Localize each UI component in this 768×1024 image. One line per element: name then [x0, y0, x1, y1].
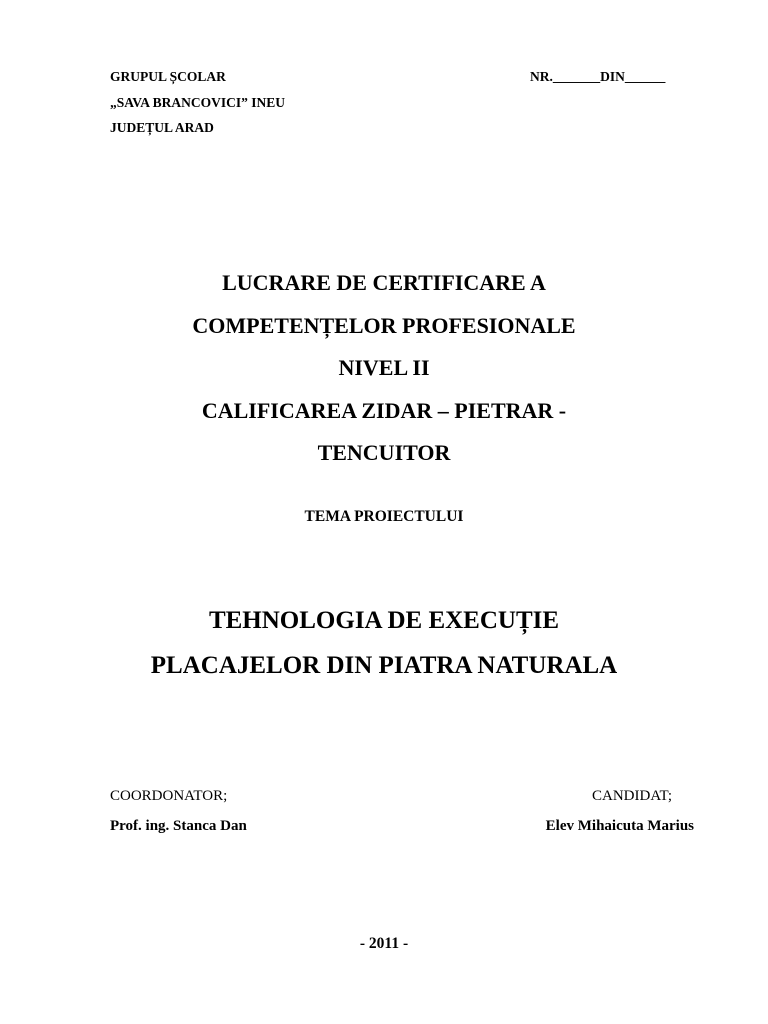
- coordinator-name: Prof. ing. Stanca Dan: [110, 818, 247, 834]
- footer-year: - 2011 -: [359, 935, 409, 952]
- title-line5: TENCUITOR: [317, 440, 451, 465]
- title-line2: COMPETENȚELOR PROFESIONALE: [192, 313, 576, 338]
- candidate-label: CANDIDAT;: [591, 788, 672, 804]
- school-name-line2: „SAVA BRANCOVICI” INEU: [110, 95, 286, 110]
- school-name-line1: GRUPUL ȘCOLAR: [110, 69, 226, 84]
- project-label: TEMA PROIECTULUI: [304, 508, 464, 525]
- registration-number: NR._______DIN______: [530, 69, 666, 84]
- title-line3: NIVEL II: [338, 355, 430, 380]
- title-line4: CALIFICAREA ZIDAR – PIETRAR -: [201, 398, 567, 423]
- project-topic-line2: PLACAJELOR DIN PIATRA NATURALA: [150, 652, 618, 679]
- school-county: JUDEȚUL ARAD: [110, 120, 214, 135]
- candidate-name: Elev Mihaicuta Marius: [545, 818, 694, 834]
- coordinator-label: COORDONATOR;: [110, 788, 228, 804]
- project-topic-line1: TEHNOLOGIA DE EXECUȚIE: [208, 607, 560, 634]
- title-line1: LUCRARE DE CERTIFICARE A: [222, 270, 546, 295]
